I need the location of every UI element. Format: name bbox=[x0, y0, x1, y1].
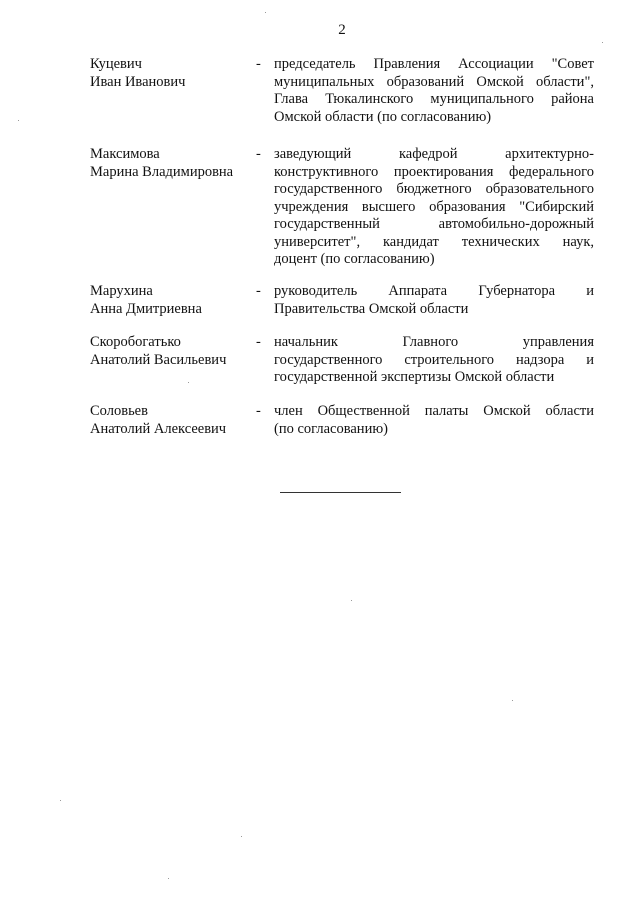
separator-dash: - bbox=[256, 334, 261, 350]
scan-speck bbox=[265, 12, 266, 13]
position-line: Омской области (по согласованию) bbox=[274, 108, 492, 125]
member-given-names: Анатолий Васильевич bbox=[90, 351, 227, 368]
member-given-names: Анатолий Алексеевич bbox=[90, 420, 227, 437]
scan-speck bbox=[241, 836, 242, 837]
member-name bbox=[90, 56, 255, 91]
separator-dash: - bbox=[256, 283, 261, 299]
position-line: университет", кандидат технических наук, bbox=[274, 233, 594, 250]
position-line: член Общественной палаты Омской области bbox=[274, 403, 594, 419]
scan-speck bbox=[168, 878, 169, 879]
page-number: 2 bbox=[338, 22, 346, 38]
position-line: начальник Главного управления bbox=[274, 334, 594, 350]
end-of-list-rule bbox=[280, 492, 401, 493]
position-line: доцент (по согласованию) bbox=[274, 251, 435, 267]
separator-dash: - bbox=[256, 403, 261, 419]
separator-dash: - bbox=[256, 146, 261, 162]
member-position bbox=[274, 334, 594, 387]
member-name bbox=[90, 403, 255, 438]
member-position bbox=[274, 146, 594, 269]
position-line: (по согласованию) bbox=[274, 420, 388, 437]
position-line: Глава Тюкалинского муниципального района bbox=[274, 91, 594, 107]
member-surname: Максимова bbox=[90, 146, 160, 162]
position-line: муниципальных образований Омской области", bbox=[274, 73, 594, 90]
member-surname: Марухина bbox=[90, 283, 153, 299]
member-surname: Скоробогатько bbox=[90, 334, 181, 350]
position-line: заведующий кафедрой архитектурно- bbox=[274, 146, 594, 162]
position-line: государственный автомобильно-дорожный bbox=[274, 216, 594, 232]
scan-speck bbox=[512, 700, 513, 701]
separator-dash: - bbox=[256, 56, 261, 72]
position-line: руководитель Аппарата Губернатора и bbox=[274, 283, 594, 299]
member-position bbox=[274, 403, 594, 438]
member-name bbox=[90, 334, 255, 369]
member-surname: Куцевич bbox=[90, 56, 142, 72]
position-line: конструктивного проектирования федерального bbox=[274, 163, 594, 180]
scan-speck bbox=[60, 800, 61, 801]
scan-speck bbox=[602, 42, 603, 43]
member-given-names: Иван Иванович bbox=[90, 73, 186, 90]
position-line: учреждения высшего образования "Сибирский bbox=[274, 198, 594, 215]
position-line: Правительства Омской области bbox=[274, 300, 469, 317]
scan-speck bbox=[188, 382, 189, 383]
member-position bbox=[274, 56, 594, 126]
member-name bbox=[90, 146, 255, 181]
position-line: государственного бюджетного образовательного bbox=[274, 181, 594, 197]
position-line: государственного строительного надзора и bbox=[274, 351, 594, 368]
position-line: председатель Правления Ассоциации "Совет bbox=[274, 56, 594, 72]
member-surname: Соловьев bbox=[90, 403, 148, 419]
scan-speck bbox=[351, 600, 352, 601]
position-line: государственной экспертизы Омской области bbox=[274, 369, 555, 385]
member-name bbox=[90, 283, 255, 318]
member-given-names: Анна Дмитриевна bbox=[90, 300, 202, 317]
scan-speck bbox=[18, 120, 19, 121]
member-position bbox=[274, 283, 594, 318]
member-given-names: Марина Владимировна bbox=[90, 163, 234, 180]
